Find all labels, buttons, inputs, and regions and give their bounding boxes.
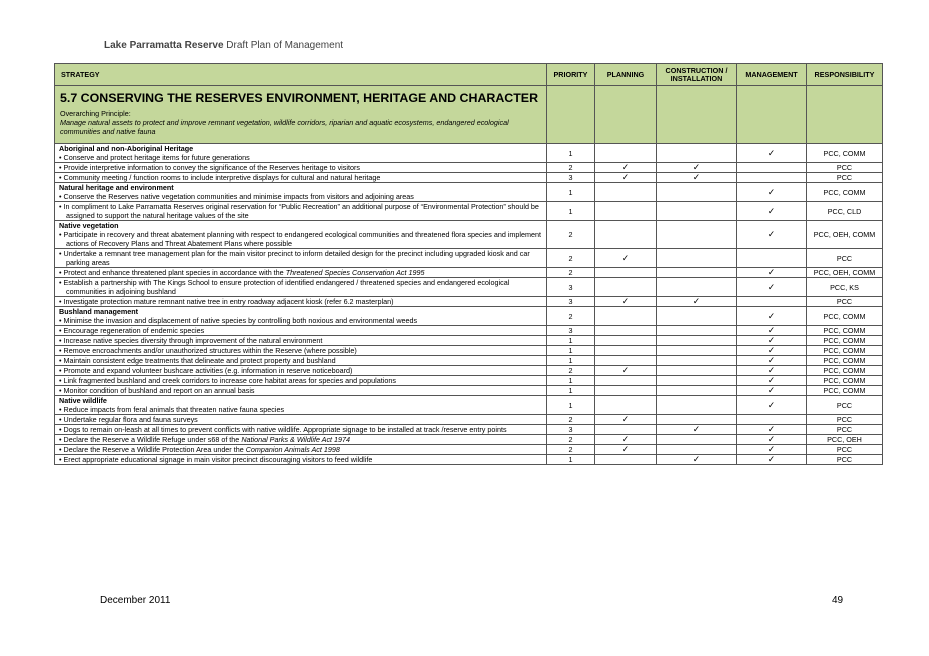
priority-cell: 2: [547, 366, 595, 376]
col-strategy: STRATEGY: [55, 64, 547, 86]
strategy-text-main: • Conserve the Reserves native vegetation communities and minimise impacts from visitors and adjoining areas: [59, 192, 414, 201]
col-responsibility: RESPONSIBILITY: [807, 64, 883, 86]
responsibility-cell: PCC, COMM: [807, 386, 883, 396]
col-management: MANAGEMENT: [737, 64, 807, 86]
priority-cell: 1: [547, 376, 595, 386]
planning-cell: [595, 346, 657, 356]
check-icon: ✓: [621, 252, 630, 263]
check-icon: ✓: [767, 229, 776, 239]
strategy-cell: [55, 249, 547, 268]
document-header: [104, 40, 343, 51]
strategy-cell: [55, 278, 547, 297]
table-row: [55, 144, 883, 163]
col-construction-line2: INSTALLATION: [670, 73, 723, 83]
construction-cell: [657, 425, 737, 435]
strategy-text: [59, 455, 542, 464]
table-row: [55, 268, 883, 278]
table-row: [55, 356, 883, 366]
construction-cell: [657, 297, 737, 307]
section-cell: [55, 86, 547, 144]
check-icon: ✓: [621, 444, 630, 454]
col-construction-line1: CONSTRUCTION /: [665, 65, 728, 75]
management-cell: [737, 445, 807, 455]
strategy-text-main: • Increase native species diversity through improvement of the natural environment: [59, 336, 323, 345]
strategy-text: [59, 230, 542, 248]
table-row: [55, 336, 883, 346]
strategy-text-main: • Monitor condition of bushland and report on an annual basis: [59, 386, 255, 395]
strategy-text: [59, 268, 542, 277]
management-cell: [737, 356, 807, 366]
check-icon: ✓: [692, 296, 701, 306]
col-priority: PRIORITY: [547, 64, 595, 86]
priority-cell: 2: [547, 445, 595, 455]
check-icon: ✓: [692, 172, 701, 182]
group-heading: Aboriginal and non-Aboriginal Heritage: [59, 144, 194, 153]
priority-cell: 2: [547, 415, 595, 425]
responsibility-cell: PCC, OEH: [807, 435, 883, 445]
strategy-text: [59, 425, 542, 434]
strategy-cell: [55, 326, 547, 336]
strategy-cell: [55, 221, 547, 249]
management-cell: [737, 386, 807, 396]
management-cell: [737, 346, 807, 356]
management-cell: [737, 268, 807, 278]
management-cell: [737, 425, 807, 435]
management-cell: [737, 221, 807, 249]
priority-cell: 1: [547, 346, 595, 356]
act-title: Companion Animals Act 1998: [245, 445, 340, 454]
priority-cell: 2: [547, 221, 595, 249]
strategy-cell: [55, 202, 547, 221]
priority-cell: 1: [547, 183, 595, 202]
table-row: [55, 415, 883, 425]
strategy-text: [59, 326, 542, 335]
priority-cell: 1: [547, 455, 595, 465]
strategy-table: [54, 63, 883, 465]
responsibility-cell: PCC: [807, 455, 883, 465]
planning-cell: [595, 425, 657, 435]
planning-cell: [595, 183, 657, 202]
strategy-cell: [55, 445, 547, 455]
check-icon: ✓: [621, 434, 630, 444]
table-header-row: [55, 64, 883, 86]
act-title: National Parks & Wildlife Act 1974: [241, 435, 351, 444]
strategy-text: [59, 356, 542, 365]
table-row: [55, 173, 883, 183]
table-row: [55, 278, 883, 297]
strategy-cell: [55, 435, 547, 445]
construction-cell: [657, 202, 737, 221]
responsibility-cell: PCC: [807, 415, 883, 425]
strategy-text-main: • In compliment to Lake Parramatta Reserves original reservation for “Public Recreation” an additional purpose of “Environmental Protection” should be assigned to support the natural heritage values of the site: [59, 202, 539, 220]
responsibility-cell: PCC, COMM: [807, 144, 883, 163]
priority-cell: 1: [547, 144, 595, 163]
check-icon: ✓: [767, 267, 776, 277]
construction-cell: [657, 173, 737, 183]
strategy-cell: [55, 173, 547, 183]
strategy-text: [59, 405, 542, 414]
construction-cell: [657, 336, 737, 346]
table-row: [55, 396, 883, 415]
management-cell: [737, 173, 807, 183]
strategy-text-main: • Minimise the invasion and displacement of native species by controlling both noxious and environmental weeds: [59, 316, 418, 325]
responsibility-cell: PCC, OEH, COMM: [807, 268, 883, 278]
strategy-text: [59, 346, 542, 355]
management-cell: [737, 183, 807, 202]
strategy-text-main: • Declare the Reserve a Wildlife Refuge under s68 of the: [59, 435, 242, 444]
planning-cell: [595, 173, 657, 183]
priority-cell: 3: [547, 425, 595, 435]
strategy-text: [59, 202, 542, 220]
responsibility-cell: PCC, COMM: [807, 376, 883, 386]
planning-cell: [595, 415, 657, 425]
responsibility-cell: PCC: [807, 425, 883, 435]
check-icon: ✓: [621, 414, 630, 424]
strategy-cell: [55, 425, 547, 435]
responsibility-cell: PCC, COMM: [807, 326, 883, 336]
construction-cell: [657, 435, 737, 445]
col-planning: PLANNING: [595, 64, 657, 86]
construction-cell: [657, 396, 737, 415]
responsibility-cell: PCC, COMM: [807, 336, 883, 346]
responsibility-cell: PCC, COMM: [807, 307, 883, 326]
table-row: [55, 202, 883, 221]
strategy-text: [59, 249, 542, 267]
planning-cell: [595, 268, 657, 278]
footer-date: December 2011: [100, 595, 171, 606]
strategy-text: [59, 297, 542, 306]
section-empty-cell: [737, 86, 807, 144]
check-icon: ✓: [767, 325, 776, 335]
strategy-text-main: • Declare the Reserve a Wildlife Protection Area under the: [59, 445, 246, 454]
strategy-text-main: • Undertake regular flora and fauna surveys: [59, 415, 198, 424]
table-row: [55, 307, 883, 326]
table-row: [55, 386, 883, 396]
table-row: [55, 163, 883, 173]
construction-cell: [657, 163, 737, 173]
strategy-cell: [55, 268, 547, 278]
priority-cell: 1: [547, 336, 595, 346]
management-cell: [737, 396, 807, 415]
planning-cell: [595, 396, 657, 415]
strategy-text-main: • Investigate protection mature remnant native tree in entry roadway adjacent kiosk (refer 6.2 masterplan): [59, 297, 394, 306]
strategy-cell: [55, 366, 547, 376]
check-icon: ✓: [767, 375, 776, 385]
group-heading: Natural heritage and environment: [59, 183, 174, 192]
planning-cell: [595, 445, 657, 455]
check-icon: ✓: [767, 424, 776, 434]
priority-cell: 1: [547, 386, 595, 396]
section-empty-cell: [657, 86, 737, 144]
planning-cell: [595, 202, 657, 221]
construction-cell: [657, 415, 737, 425]
responsibility-cell: PCC: [807, 297, 883, 307]
principle-label: Overarching Principle:: [60, 109, 131, 118]
construction-cell: [657, 366, 737, 376]
strategy-cell: [55, 415, 547, 425]
table-row: [55, 346, 883, 356]
strategy-text-main: • Link fragmented bushland and creek corridors to increase core habitat areas for species and populations: [59, 376, 396, 385]
strategy-text: [59, 376, 542, 385]
planning-cell: [595, 307, 657, 326]
management-cell: [737, 307, 807, 326]
check-icon: ✓: [767, 147, 776, 158]
priority-cell: 2: [547, 249, 595, 268]
check-icon: ✓: [692, 454, 701, 464]
management-cell: [737, 278, 807, 297]
management-cell: [737, 455, 807, 465]
management-cell: [737, 297, 807, 307]
management-cell: [737, 163, 807, 173]
priority-cell: 1: [547, 202, 595, 221]
construction-cell: [657, 183, 737, 202]
check-icon: ✓: [621, 365, 630, 375]
construction-cell: [657, 376, 737, 386]
priority-cell: 2: [547, 163, 595, 173]
management-cell: [737, 326, 807, 336]
strategy-text-main: • Community meeting / function rooms to include interpretive displays for cultural and natural heritage: [59, 173, 381, 182]
check-icon: ✓: [767, 345, 776, 355]
construction-cell: [657, 326, 737, 336]
planning-cell: [595, 278, 657, 297]
priority-cell: 3: [547, 278, 595, 297]
planning-cell: [595, 366, 657, 376]
check-icon: ✓: [767, 355, 776, 365]
group-heading: Native wildlife: [59, 396, 107, 405]
construction-cell: [657, 307, 737, 326]
check-icon: ✓: [767, 444, 776, 454]
strategy-text: [59, 435, 542, 444]
strategy-cell: [55, 376, 547, 386]
priority-cell: 2: [547, 268, 595, 278]
col-construction: [657, 64, 737, 86]
strategy-cell: [55, 183, 547, 202]
responsibility-cell: PCC, CLD: [807, 202, 883, 221]
section-title: 5.7 CONSERVING THE RESERVES ENVIRONMENT, HERITAGE AND CHARACTER: [60, 91, 539, 105]
construction-cell: [657, 249, 737, 268]
management-cell: [737, 435, 807, 445]
construction-cell: [657, 356, 737, 366]
footer-page-number: 49: [832, 595, 844, 606]
strategy-cell: [55, 396, 547, 415]
management-cell: [737, 336, 807, 346]
planning-cell: [595, 221, 657, 249]
section-empty-cell: [807, 86, 883, 144]
check-icon: ✓: [767, 454, 776, 464]
management-cell: [737, 415, 807, 425]
group-heading: Native vegetation: [59, 221, 119, 230]
check-icon: ✓: [767, 434, 776, 444]
strategy-text: [59, 415, 542, 424]
check-icon: ✓: [767, 205, 776, 216]
management-cell: [737, 249, 807, 268]
responsibility-cell: PCC: [807, 396, 883, 415]
management-cell: [737, 376, 807, 386]
table-row: [55, 376, 883, 386]
strategy-text: [59, 316, 542, 325]
check-icon: ✓: [692, 162, 701, 172]
priority-cell: 1: [547, 396, 595, 415]
strategy-text-main: • Provide interpretive information to convey the significance of the Reserves heritage to visitors: [59, 163, 360, 172]
planning-cell: [595, 144, 657, 163]
planning-cell: [595, 249, 657, 268]
planning-cell: [595, 435, 657, 445]
section-empty-cell: [595, 86, 657, 144]
strategy-cell: [55, 144, 547, 163]
priority-cell: 3: [547, 297, 595, 307]
responsibility-cell: PCC, COMM: [807, 346, 883, 356]
strategy-text-main: • Maintain consistent edge treatments that delineate and protect property and bushland: [59, 356, 336, 365]
strategy-text-main: • Dogs to remain on-leash at all times to prevent conflicts with native wildlife. Appropriate signage to be installed at track /reserve entry points: [59, 425, 507, 434]
strategy-text: [59, 386, 542, 395]
priority-cell: 2: [547, 307, 595, 326]
check-icon: ✓: [621, 172, 630, 182]
strategy-text: [59, 336, 542, 345]
strategy-text-main: • Promote and expand volunteer bushcare activities (e.g. information in reserve noticeboard): [59, 366, 353, 375]
check-icon: ✓: [767, 186, 776, 197]
strategy-cell: [55, 356, 547, 366]
construction-cell: [657, 445, 737, 455]
priority-cell: 1: [547, 356, 595, 366]
check-icon: ✓: [767, 310, 776, 321]
strategy-text: [59, 153, 542, 162]
planning-cell: [595, 376, 657, 386]
strategy-text: [59, 278, 542, 296]
construction-cell: [657, 268, 737, 278]
check-icon: ✓: [767, 335, 776, 345]
strategy-cell: [55, 307, 547, 326]
strategy-text-main: • Conserve and protect heritage items for future generations: [59, 153, 250, 162]
strategy-text: [59, 163, 542, 172]
construction-cell: [657, 386, 737, 396]
check-icon: ✓: [692, 424, 701, 434]
strategy-cell: [55, 297, 547, 307]
construction-cell: [657, 144, 737, 163]
strategy-text-main: • Reduce impacts from feral animals that threaten native fauna species: [59, 405, 285, 414]
responsibility-cell: PCC, OEH, COMM: [807, 221, 883, 249]
section-row: [55, 86, 883, 144]
section-empty-cell: [547, 86, 595, 144]
strategy-text: [59, 366, 542, 375]
strategy-text-main: • Participate in recovery and threat abatement planning with respect to endangered ecological communities and threatened flora species and implement actions of Recovery Plans and Threat Abatement Plans where possible: [59, 230, 541, 248]
planning-cell: [595, 163, 657, 173]
management-cell: [737, 202, 807, 221]
planning-cell: [595, 336, 657, 346]
table-row: [55, 435, 883, 445]
responsibility-cell: PCC: [807, 173, 883, 183]
strategy-text: [59, 192, 542, 201]
table-row: [55, 366, 883, 376]
construction-cell: [657, 455, 737, 465]
header-title-rest: Draft Plan of Management: [223, 40, 344, 51]
planning-cell: [595, 326, 657, 336]
check-icon: ✓: [767, 385, 776, 395]
strategy-text: [59, 445, 542, 454]
group-heading: Bushland management: [59, 307, 139, 316]
responsibility-cell: PCC, COMM: [807, 356, 883, 366]
check-icon: ✓: [767, 399, 776, 410]
strategy-text-main: • Remove encroachments and/or unauthorized structures within the Reserve (where possible): [59, 346, 357, 355]
check-icon: ✓: [767, 365, 776, 375]
construction-cell: [657, 346, 737, 356]
strategy-text-main: • Undertake a remnant tree management plan for the main visitor precinct to inform detailed design for the precinct including upgraded kiosk and car parking areas: [59, 249, 530, 267]
responsibility-cell: PCC, COMM: [807, 366, 883, 376]
strategy-cell: [55, 163, 547, 173]
strategy-text-main: • Establish a partnership with The Kings School to ensure protection of identified endangered / threatened species and endangered ecological communities in adjoining bushland: [59, 278, 510, 296]
planning-cell: [595, 455, 657, 465]
strategy-text: [59, 173, 542, 182]
table-row: [55, 445, 883, 455]
management-cell: [737, 144, 807, 163]
strategy-cell: [55, 346, 547, 356]
table-row: [55, 249, 883, 268]
responsibility-cell: PCC: [807, 163, 883, 173]
principle-text: Manage natural assets to protect and improve remnant vegetation, wildlife corridors, riparian and aquatic ecosystems, endangered ecological communities and native fauna: [60, 118, 509, 136]
check-icon: ✓: [767, 281, 776, 292]
responsibility-cell: PCC: [807, 445, 883, 455]
construction-cell: [657, 278, 737, 297]
strategy-text-main: • Erect appropriate educational signage in main visitor precinct discouraging visitors to feed wildlife: [59, 455, 373, 464]
check-icon: ✓: [621, 162, 630, 172]
planning-cell: [595, 386, 657, 396]
table-row: [55, 221, 883, 249]
priority-cell: 3: [547, 173, 595, 183]
planning-cell: [595, 356, 657, 366]
responsibility-cell: PCC: [807, 249, 883, 268]
management-cell: [737, 366, 807, 376]
strategy-cell: [55, 455, 547, 465]
priority-cell: 2: [547, 435, 595, 445]
strategy-cell: [55, 336, 547, 346]
planning-cell: [595, 297, 657, 307]
priority-cell: 3: [547, 326, 595, 336]
responsibility-cell: PCC, COMM: [807, 183, 883, 202]
table-row: [55, 183, 883, 202]
table-row: [55, 455, 883, 465]
check-icon: ✓: [621, 296, 630, 306]
table-row: [55, 297, 883, 307]
act-title: Threatened Species Conservation Act 1995: [285, 268, 425, 277]
responsibility-cell: PCC, KS: [807, 278, 883, 297]
header-title-bold: Lake Parramatta Reserve: [104, 40, 224, 51]
construction-cell: [657, 221, 737, 249]
strategy-cell: [55, 386, 547, 396]
strategy-text-main: • Protect and enhance threatened plant species in accordance with the: [59, 268, 286, 277]
table-row: [55, 425, 883, 435]
table-row: [55, 326, 883, 336]
strategy-text-main: • Encourage regeneration of endemic species: [59, 326, 205, 335]
